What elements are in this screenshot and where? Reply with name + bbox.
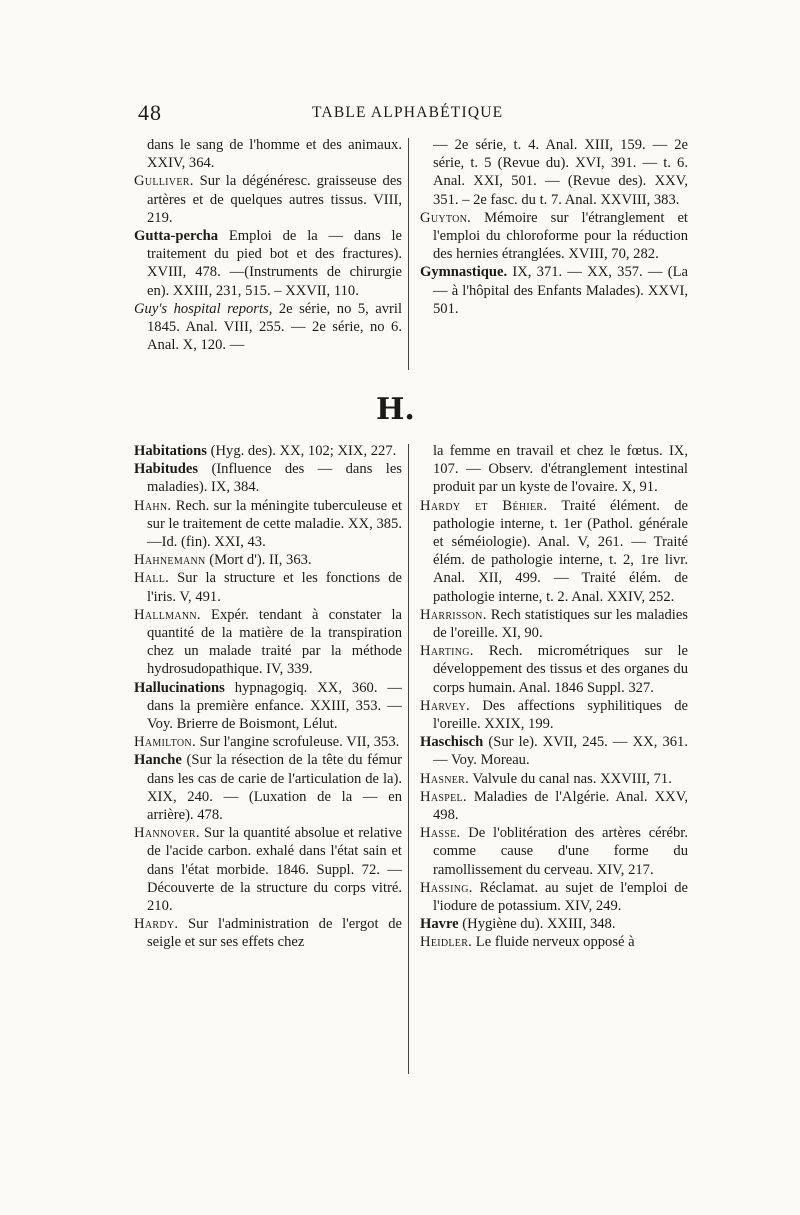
section-letter: H. xyxy=(376,392,415,427)
index-entry xyxy=(134,679,402,734)
entry-text: 2e série, no 5, avril 1845. Anal. VIII, 255. — 2e série, no 6. Anal. X, 120. — xyxy=(147,300,403,354)
index-entry xyxy=(134,824,402,915)
entry-heading: Heidler. xyxy=(420,934,473,951)
entry-heading: Habitudes xyxy=(134,461,199,478)
index-entry xyxy=(134,751,402,824)
entry-text: hypnagogiq. XX, 360. — dans la première enfance. XXIII, 353. — Voy. Brierre de Boismont, Lélut. xyxy=(147,679,402,733)
entry-text: Rech statistiques sur les maladies de l'oreille. XI, 90. xyxy=(433,606,688,642)
entry-heading: Gulliver. xyxy=(134,173,194,190)
index-entry xyxy=(420,497,688,606)
entry-text: (Sur le). XVII, 245. — XX, 361. — Voy. Moreau. xyxy=(433,734,688,769)
index-entry xyxy=(420,209,688,264)
index-entry xyxy=(134,733,402,751)
index-entry xyxy=(420,933,688,951)
entry-heading: Habitations xyxy=(134,443,207,459)
entry-text: Réclamat. au sujet de l'emploi de l'iodure de potassium. XIV, 249. xyxy=(433,879,688,915)
entry-heading: Haschisch xyxy=(420,734,484,751)
entry-text: Sur la structure et les fonctions de l'iris. V, 491. xyxy=(147,570,402,605)
entry-text: la femme en travail et chez le fœtus. IX, 107. — Observ. d'étranglement intestinal produit par un kyste de l'ovaire. X, 91. xyxy=(433,443,688,496)
entry-text: Expér. tendant à constater la quantité de la matière de la transpiration chez un malade traité par la méthode hydrosudopathique. IV, 339. xyxy=(147,606,402,678)
entry-text: (Hygiène du). XXIII, 348. xyxy=(458,916,616,933)
index-entry xyxy=(134,460,402,496)
entry-heading: Harvey. xyxy=(420,697,470,714)
entry-text: (Influence des — dans les maladies). IX, 384. xyxy=(147,461,402,496)
entry-heading: Hanche xyxy=(134,752,182,769)
index-entry xyxy=(420,606,688,642)
entry-text: Rech. sur la méningite tuberculeuse et sur le traitement de cette maladie. XX, 385.—Id. (fin). XXI, 43. xyxy=(147,497,402,551)
entry-heading: Hannover. xyxy=(134,825,200,842)
index-entry xyxy=(134,172,402,227)
entry-heading: Hardy et Béhier. xyxy=(420,497,548,514)
column-rule-bottom xyxy=(408,444,409,1074)
index-entry xyxy=(420,442,688,497)
index-entry xyxy=(134,227,402,300)
index-entry xyxy=(420,788,688,824)
column-top-right xyxy=(420,136,688,318)
entry-text: Le fluide nerveux opposé à xyxy=(472,934,635,951)
entry-text: Sur la quantité absolue et relative de l'acide carbon. exhalé dans l'état sain et dans l'état morbide. 1846. Suppl. 72. — Découverte de la structure du corps vitré. 210. xyxy=(147,825,402,915)
entry-text: dans le sang de l'homme et des animaux. XXIV, 364. xyxy=(147,137,402,172)
entry-heading: Hassing. xyxy=(420,879,473,896)
index-entry xyxy=(420,263,688,318)
entry-heading: Harrisson. xyxy=(420,606,487,623)
entry-text: Sur l'angine scrofuleuse. VII, 353. xyxy=(195,734,400,751)
entry-heading: Hahnemann xyxy=(134,552,206,569)
entry-heading: Harting. xyxy=(420,643,474,660)
entry-text: (Sur la résection de la tête du fémur dans les cas de carie de l'articulation de la). XIX, 240. — (Luxation de la — en arrière). 478. xyxy=(147,752,402,824)
entry-heading: Havre xyxy=(420,916,459,933)
entry-heading: Gymnastique. xyxy=(420,264,508,281)
index-entry xyxy=(134,915,402,951)
index-entry xyxy=(134,442,402,460)
entry-heading: Guy's hospital reports, xyxy=(134,300,273,317)
entry-text: Valvule du canal nas. XXVIII, 71. xyxy=(469,770,672,787)
entry-text: (Hyg. des). XX, 102; XIX, 227. xyxy=(206,443,397,459)
column-rule-top xyxy=(408,138,409,370)
entry-heading: Hasner. xyxy=(420,770,470,787)
entry-text: Sur la dégénéresc. graisseuse des artères et de quelques autres tissus. VIII, 219. xyxy=(147,173,402,226)
entry-text: Maladies de l'Algérie. Anal. XXV, 498. xyxy=(433,788,688,824)
entry-text: Mémoire sur l'étranglement et l'emploi du chloroforme pour la réduction des hernies étranglées. XVIII, 70, 282. xyxy=(433,209,688,263)
column-top-left xyxy=(134,136,402,354)
entry-heading: Guyton. xyxy=(420,209,472,226)
index-entry xyxy=(134,497,402,552)
entry-text: Des affections syphilitiques de l'oreille. XXIX, 199. xyxy=(433,697,688,733)
index-entry xyxy=(134,551,402,569)
index-entry xyxy=(420,879,688,915)
index-entry xyxy=(420,733,688,769)
entry-heading: Haspel. xyxy=(420,788,467,805)
entry-text: Rech. micrométriques sur le développement des tissus et des organes du corps humain. Anal. 1846 Suppl. 327. xyxy=(433,643,688,696)
entry-text: De l'oblitération des artères cérébr. comme cause d'une forme du ramollissement du cerveau. XIV, 217. xyxy=(433,825,688,878)
entry-heading: Hall. xyxy=(134,570,170,587)
entry-text: IX, 371. — XX, 357. — (La — à l'hôpital des Enfants Malades). XXVI, 501. xyxy=(433,264,688,317)
page-number: 48 xyxy=(138,100,162,125)
entry-heading: Hallucinations xyxy=(134,679,225,696)
index-entry xyxy=(420,915,688,933)
column-bottom-left xyxy=(134,442,402,952)
running-title: TABLE ALPHABÉTIQUE xyxy=(312,104,504,121)
index-entry xyxy=(134,300,402,355)
index-entry xyxy=(134,136,402,172)
column-bottom-right xyxy=(420,442,688,952)
entry-heading: Hasse. xyxy=(420,825,461,842)
entry-heading: Hahn. xyxy=(134,497,172,514)
entry-text: Emploi de la — dans le traitement du pied bot et des fractures). XVIII, 478. —(Instruments de chirurgie en). XXIII, 231, 515. – XXVII, 110. xyxy=(147,228,402,299)
index-entry xyxy=(420,770,688,788)
index-entry xyxy=(134,569,402,605)
entry-heading: Hardy. xyxy=(134,916,179,933)
index-entry xyxy=(420,642,688,697)
index-entry xyxy=(420,824,688,879)
entry-text: — 2e série, t. 4. Anal. XIII, 159. — 2e série, t. 5 (Revue du). XVI, 391. — t. 6. Anal. XXI, 501. — (Revue des). XXV, 351. – 2e fasc. du t. 7. Anal. XXVIII, 383. xyxy=(433,137,688,208)
entry-heading: Hallmann. xyxy=(134,606,201,623)
entry-heading: Hamilton. xyxy=(134,734,196,751)
entry-text: (Mort d'). II, 363. xyxy=(205,552,312,569)
entry-text: Traité élément. de pathologie interne, t. 1er (Pathol. générale et séméiologie). Anal. V, 261. — Traité élém. de pathologie interne, t. 2, 1re livr. Anal. XII, 499. — Traité élém. de pathologie interne, t. 2. Anal. XXIV, 252. xyxy=(433,497,688,605)
entry-text: Sur l'administration de l'ergot de seigle et sur ses effets chez xyxy=(147,916,402,951)
index-entry xyxy=(420,136,688,209)
index-entry xyxy=(134,606,402,679)
entry-heading: Gutta-percha xyxy=(134,228,219,245)
index-entry xyxy=(420,697,688,733)
